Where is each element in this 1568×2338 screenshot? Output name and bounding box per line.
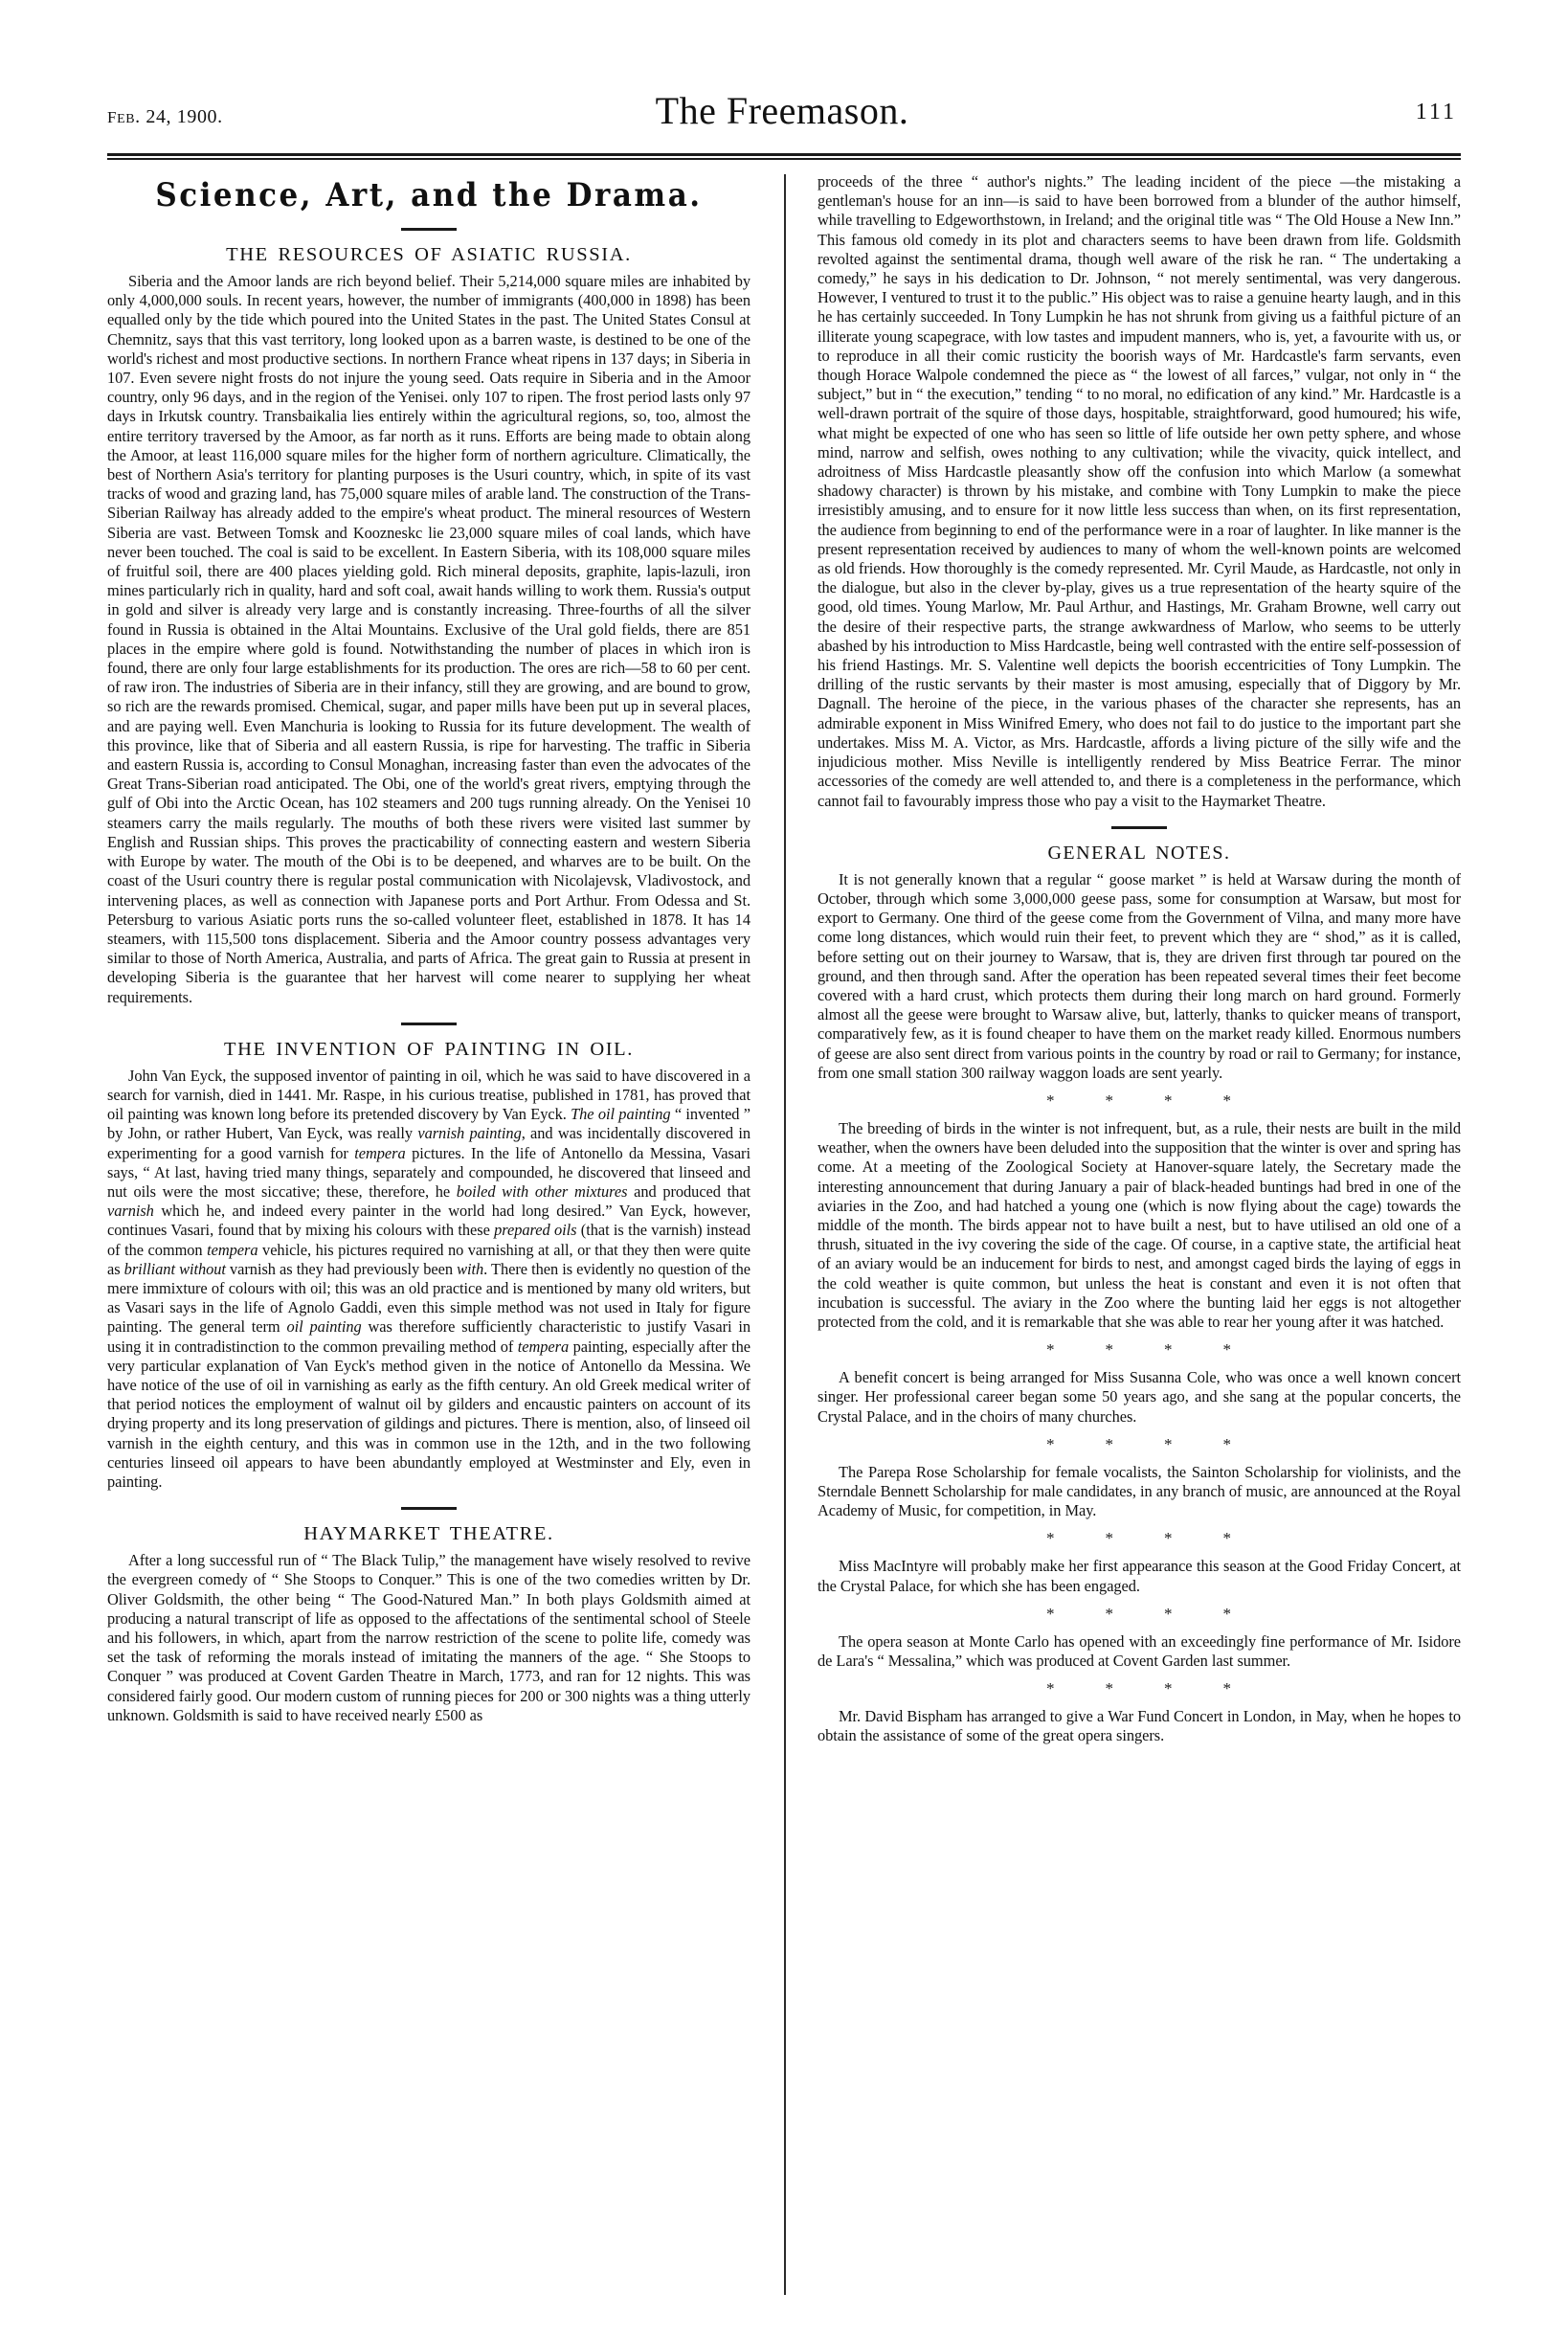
asterisk-glyph: * bbox=[1164, 1679, 1174, 1698]
right-column bbox=[818, 172, 1461, 2307]
text-run: (that is the varnish) instead of the common bbox=[107, 1221, 750, 1259]
general-note-item: Miss MacIntyre will probably make her first appearance this season at the Good Friday Concert, at the Crystal Palace, for which she has been engaged. bbox=[818, 1557, 1461, 1595]
text-run: pictures. In the life of Antonello da Messina, Vasari says, “ At last, having tried many things, separately and compounded, he discovered that linseed and nut oils were the most siccative; these, therefore, he bbox=[107, 1143, 750, 1201]
italic-phrase: varnish painting bbox=[417, 1124, 522, 1143]
section-heading-general-notes: GENERAL NOTES. bbox=[1047, 842, 1231, 864]
general-note-item: The opera season at Monte Carlo has opened with an exceedingly fine performance of Mr. Isidore de Lara's “ Messalina,” which was produced at Covent Garden last summer. bbox=[818, 1631, 1461, 1670]
publication-title: The Freemason. bbox=[655, 89, 909, 132]
italic-phrase: with bbox=[457, 1259, 484, 1278]
article-body-resources-asiatic-russia: Siberia and the Amoor lands are rich beyond belief. Their 5,214,000 square miles are inhabited by only 4,000,000 souls. In recent years, however, the number of immigrants (400,000 in 1898) has been equalled only by the tide which poured into the United States in the past. The United States Consul at Chemnitz, says that this vast territory, long looked upon as a barren waste, is destined to be one of the world's richest and most productive sections. In northern France wheat ripens in 137 days; in Siberia in 107. Even severe night frosts do not injure the young seed. Oats require in Siberia and in the Amoor country, only 96 days, and in the region of the Yenisei. only 107 to ripen. The frost period lasts only 97 days in Irkutsk country. Transbaikalia lies entirely within the agricultural regions, so, too, almost the entire territory traversed by the Amoor, as far north as it runs. Efforts are being made to obtain along the Amoor, at least 116,000 square miles for the higher form of northern agriculture. Climatically, the best of Northern Asia's territory for planting purposes is the Usuri country, which, in spite of its vast tracks of wood and grazing land, has 75,000 square miles of arable land. The construction of the Trans-Siberian Railway has already added to the empire's wheat product. The mineral resources of Western Siberia are vast. Between Tomsk and Koozneskc lie 23,000 square miles of coal lands, which have never been touched. The coal is said to be excellent. In Eastern Siberia, with its 108,000 square miles of fruitful soil, there are 400 places yielding gold. Rich mineral deposits, graphite, lapis-lazuli, iron mines particularly rich in quality, hard and soft coal, await hands willing to work them. Russia's output in gold and silver is already very large and is constantly increasing. Three-fourths of all the silver found in Russia is obtained in the Altai Mountains. Exclusive of the Ural gold fields, there are 851 places in the empire where gold is found. Notwithstanding the number of places in which iron is found, there are only four large establishments for its production. The ores are rich—58 to 60 per cent. of raw iron. The industries of Siberia are in their infancy, still they are growing, and are bound to grow, so rich are the rewards promised. Chemical, sugar, and paper mills have been put up in several places, and are paying well. Even Manchuria is looking to Russia for its future development. The wealth of this province, like that of Siberia and all eastern Russia, is ripe for harvesting. The traffic in Siberia and eastern Russia is, according to Consul Monaghan, increasing faster than even the advocates of the Great Trans-Siberian road anticipated. The Obi, one of the world's great rivers, emptying through the gulf of Obi into the Arctic Ocean, has 102 steamers and 200 tugs running already. On the Yenisei 10 steamers carry the mails regularly. The mouths of both these rivers were visited last summer by English and Russian ships. This proves the practicability of connecting eastern and western Siberia with Europe by water. The mouth of the Obi is to be deepened, and wharves are to be built. On the coast of the Usuri country there is regular postal communication with Nicolajevsk, Vladivostock, and intervening places, as well as connection with Japanese ports and Port Arthur. From Odessa and St. Petersburg to various Asiatic ports runs the so-called volunteer fleet, established in 1878. It has 14 steamers, with 115,500 tons displacement. Siberia and the Amoor country possess advantages very similar to those of North America, Australia, and parts of Africa. The great gain to Russia at present in developing Siberia is the guarantee that her harvest will come nearer to supplying her wheat requirements. bbox=[107, 272, 750, 1006]
article-body-haymarket-theatre: After a long successful run of “ The Black Tulip,” the management have wisely resolved to revive the evergreen comedy of “ She Stoops to Conquer.” This is one of the two comedies written by Dr. Oliver Goldsmith, the other being “ The Good-Natured Man.” In both plays Goldsmith aimed at producing a natural transcript of life as opposed to the affectations of the sentimental school of Steele and his followers, in which, apart from the narrow restriction of the scene to polite life, comedy was set the task of reforming the morals instead of imitating the manners of the age. “ She Stoops to Conquer ” was produced at Covent Garden Theatre in March, 1773, and ran for 12 nights. This was considered fairly good. Our modern custom of running pieces for 200 or 300 nights was a thing utterly unknown. Goldsmith is said to have received nearly £500 as bbox=[107, 1551, 750, 1724]
text-run: was therefore sufficiently characteristic to justify Vasari in using it in contradistinction to the common prevailing method of bbox=[107, 1317, 750, 1356]
general-note-item: A benefit concert is being arranged for Miss Susanna Cole, who was once a well known concert singer. Her professional career began some 50 years ago, and she sang at the popular concerts, the Crystal Palace, and in the choirs of many churches. bbox=[818, 1368, 1461, 1426]
italic-phrase: oil painting bbox=[286, 1317, 362, 1337]
asterisk-glyph: * bbox=[1164, 1434, 1174, 1453]
article-heading-haymarket-theatre: HAYMARKET THEATRE. bbox=[303, 1523, 554, 1545]
asterisk-glyph: * bbox=[1105, 1679, 1114, 1698]
asterisk-glyph: * bbox=[1222, 1090, 1232, 1110]
italic-phrase: The oil painting bbox=[571, 1105, 671, 1124]
masthead-date: feb. 24, 1900. bbox=[107, 103, 223, 128]
italic-phrase: tempera bbox=[517, 1337, 570, 1356]
section-title: Science, Art, and the Drama. bbox=[155, 176, 703, 214]
text-run: . There then is evidently no question of the mere immixture of colours with oil; this was an old practice and is mentioned by many old writers, but as Vasari says in the life of Agnolo Gaddi, even this simple method was not used in Italy for figure painting. The general term bbox=[107, 1259, 750, 1337]
italic-phrase: brilliant without bbox=[123, 1259, 226, 1278]
asterisk-separator bbox=[818, 1605, 1461, 1624]
asterisk-glyph: * bbox=[1105, 1529, 1114, 1548]
asterisk-separator bbox=[818, 1679, 1461, 1698]
article-body-invention-painting-oil bbox=[107, 1067, 750, 1492]
asterisk-glyph: * bbox=[1046, 1340, 1056, 1360]
divider-rule bbox=[401, 1507, 457, 1510]
column-container bbox=[107, 172, 1461, 2307]
divider-rule bbox=[401, 1023, 457, 1025]
asterisk-glyph: * bbox=[1164, 1604, 1174, 1623]
text-run: and produced that bbox=[627, 1181, 750, 1201]
text-run: vehicle, his pictures required no varnishing at all, or that they then were quite as bbox=[107, 1240, 750, 1278]
asterisk-glyph: * bbox=[1105, 1090, 1114, 1110]
masthead-rule bbox=[107, 153, 1461, 159]
asterisk-glyph: * bbox=[1222, 1529, 1232, 1548]
italic-phrase: tempera bbox=[354, 1143, 406, 1162]
asterisk-glyph: * bbox=[1046, 1679, 1056, 1698]
italic-phrase: boiled with other mixtures bbox=[456, 1181, 628, 1201]
asterisk-glyph: * bbox=[1105, 1434, 1114, 1453]
asterisk-glyph: * bbox=[1164, 1340, 1174, 1360]
asterisk-glyph: * bbox=[1046, 1090, 1056, 1110]
divider-rule bbox=[401, 228, 457, 231]
general-note-item: It is not generally known that a regular “ goose market ” is held at Warsaw during the month of October, through which some 3,000,000 geese pass, some for consumption at Warsaw, but most for export to Germany. One third of the geese come from the Government of Vilna, and many more have come long distances, which would ruin their feet, to prevent which they are “ shod,” as it is called, before setting out on their journey to Warsaw, that is, they are driven first through tar poured on the ground, and then through sand. After the operation has been repeated several times their feet become covered with a hard crust, which protects them during their long march on hard ground. Formerly almost all the geese were brought to Warsaw alive, but, latterly, thanks to quicker means of transport, comparatively few, as it is found cheaper to have them on the market ready killed. Enormous numbers of geese are also sent direct from various points in the country by road or rail to Germany; for instance, from one small station 300 railway waggon loads are sent yearly. bbox=[818, 869, 1461, 1082]
column-divider bbox=[784, 174, 786, 2295]
text-run: painting, especially after the very particular explanation of Van Eyck's method given in the notice of Antonello da Messina. We have notice of the use of oil in varnishing as early as the fifth century. An old Greek medical writer of that period notices the employment of walnut oil by gilders and encaustic painters on account of its drying property and its long preservation of gildings and pictures. There is mention, also, of linseed oil varnish in the eighth century, and this was in common use in the 12th, and in the two following centuries linseed oil appears to have been abundantly employed at Westminster and Ely, even in painting. bbox=[107, 1337, 750, 1491]
italic-phrase: varnish bbox=[107, 1202, 154, 1221]
asterisk-separator bbox=[818, 1091, 1461, 1111]
italic-phrase: prepared oils bbox=[494, 1221, 577, 1240]
asterisk-separator bbox=[818, 1340, 1461, 1360]
general-note-item: The breeding of birds in the winter is not infrequent, but, as a rule, their nests are built in the mild weather, when the owners have been deluded into the supposition that the winter is over and spring has come. At a meeting of the Zoological Society at Hanover-square lately, the Secretary made the interesting announcement that during January a pair of black-headed buntings had bred in one of the aviaries in the Zoo, and had hatched a young one (which is now flying about the cage) towards the middle of the month. The birds appear not to have built a nest, but to have utilised an old one of a thrush, situated in the ivy covering the side of the cage. Of course, in a captive state, the artificial heat of an aviary would be an inducement for birds to nest, and amongst caged birds the laying of eggs in the cold weather is quite common, but unless the heat is constant and even it is not often that incubation is successful. The aviary in the Zoo where the bunting laid her eggs is not altogether protected from the cold, and it is remarkable that she was able to rear her young after it was hatched. bbox=[818, 1118, 1461, 1331]
asterisk-separator bbox=[818, 1435, 1461, 1454]
asterisk-glyph: * bbox=[1105, 1604, 1114, 1623]
asterisk-glyph: * bbox=[1164, 1529, 1174, 1548]
general-note-item: Mr. David Bispham has arranged to give a War Fund Concert in London, in May, when he hopes to obtain the assistance of some of the great opera singers. bbox=[818, 1707, 1461, 1745]
text-run: “ invented ” by John, or rather Hubert, Van Eyck, was really bbox=[107, 1105, 750, 1143]
masthead bbox=[107, 88, 1457, 147]
asterisk-glyph: * bbox=[1046, 1604, 1056, 1623]
text-run: , and was incidentally discovered in experimenting for a good varnish for bbox=[107, 1124, 750, 1162]
article-body-haymarket-continued: proceeds of the three “ author's nights.” The leading incident of the piece —the mistaking a gentleman's house for an inn—is said to have been borrowed from a blunder of the author himself, while travelling to Edgeworthstown, in Ireland; and the original title was “ The Old House a New Inn.” This famous old comedy in its plot and characters seems to have been drawn from life. Goldsmith revolted against the sentimental drama, though well aware of the risk he ran. “ The undertaking a comedy,” he says in his dedication to Dr. Johnson, “ not merely sentimental, was very dangerous. However, I ventured to trust it to the public.” His object was to raise a genuine hearty laugh, and in this he has certainly succeeded. In Tony Lumpkin he has not shrunk from giving us a faithful picture of an illiterate young scapegrace, with low tastes and impudent manners, who is, yet, a favourite with us, or to reproduce in all their comic rusticity the boorish ways of Mr. Hardcastle's farm servants, even though Horace Walpole condemned the piece as “ the lowest of all farces,” vulgar, not only in “ the subject,” but in “ the execution,” tending “ to no moral, no edification of any kind.” Mr. Hardcastle is a well-drawn portrait of the squire of those days, hospitable, straightforward, good humoured; his wife, what might be expected of one who has seen so little of life outside her own petty sphere, and whose mind, narrow and selfish, owes nothing to any cultivation; while the vivacity, quick intellect, and adroitness of Miss Hardcastle pleasantly show off the confusion into which Marlow (a somewhat shadowy character) is thrown by his mistake, and combine with Tony Lumpkin to make the piece irresistibly amusing, and to ensure for it now little less success than when, on its first representation, the audience from beginning to end of the performance were in a roar of laughter. In like manner is the present representation received by audiences to many of whom the well-known points are welcomed as old friends. How thoroughly is the comedy represented. Mr. Cyril Maude, as Hardcastle, not only in the dialogue, but also in the clever by-play, gives us a true representation of the hearty squire of the good, old times. Young Marlow, Mr. Paul Arthur, and Hastings, Mr. Graham Browne, well carry out the desire of their respective parts, the strange awkwardness of Marlow, who seems to be utterly abashed by his introduction to Miss Hardcastle, being well contrasted with the entire self-possession of his friend Hastings. Mr. S. Valentine well depicts the boorish eccentricities of Tony Lumpkin. The drilling of the rustic servants by their master is most amusing, especially that of Diggory by Mr. Dagnall. The heroine of the piece, in the various phases of the character she represents, has an admirable exponent in Miss Winifred Emery, who does not fail to do justice to the important part she undertakes. Miss M. A. Victor, as Mrs. Hardcastle, affords a living picture of the silly wife and the injudicious mother. Miss Neville is intelligently rendered by Miss Beatrice Ferrar. The minor accessories of the comedy are well attended to, and there is a completeness in the performance, which cannot fail to favourably impress those who pay a visit to the Haymarket Theatre. bbox=[818, 172, 1461, 810]
asterisk-glyph: * bbox=[1105, 1340, 1114, 1360]
divider-rule bbox=[1111, 826, 1167, 829]
asterisk-separator bbox=[818, 1529, 1461, 1548]
italic-phrase: tempera bbox=[207, 1240, 258, 1259]
asterisk-glyph: * bbox=[1046, 1529, 1056, 1548]
text-run: varnish as they had previously been bbox=[225, 1259, 458, 1278]
general-notes-list bbox=[818, 870, 1461, 1746]
text-run: which he, and indeed every painter in the world had long desired.” Van Eyck, however, continues Vasari, found that by mixing his colours with these bbox=[107, 1202, 750, 1240]
asterisk-glyph: * bbox=[1222, 1340, 1232, 1360]
asterisk-glyph: * bbox=[1222, 1604, 1232, 1623]
asterisk-glyph: * bbox=[1164, 1090, 1174, 1110]
text-run: John Van Eyck, the supposed inventor of painting in oil, which he was said to have discovered in a search for varnish, died in 1441. Mr. Raspe, in his curious treatise, published in 1781, has proved that oil painting was known long before its pretended discovery by Van Eyck. bbox=[107, 1066, 750, 1124]
asterisk-glyph: * bbox=[1222, 1679, 1232, 1698]
asterisk-glyph: * bbox=[1222, 1434, 1232, 1453]
left-column bbox=[107, 172, 750, 2307]
asterisk-glyph: * bbox=[1046, 1434, 1056, 1453]
article-heading-invention-painting-oil: THE INVENTION OF PAINTING IN OIL. bbox=[223, 1038, 635, 1060]
general-note-item: The Parepa Rose Scholarship for female vocalists, the Sainton Scholarship for violinists, and the Sterndale Bennett Scholarship for male candidates, in any branch of music, are announced at the Royal Academy of Music, for competition, in May. bbox=[818, 1462, 1461, 1520]
article-heading-resources-asiatic-russia: THE RESOURCES OF ASIATIC RUSSIA. bbox=[226, 244, 632, 265]
page-number: 111 bbox=[1415, 100, 1457, 124]
